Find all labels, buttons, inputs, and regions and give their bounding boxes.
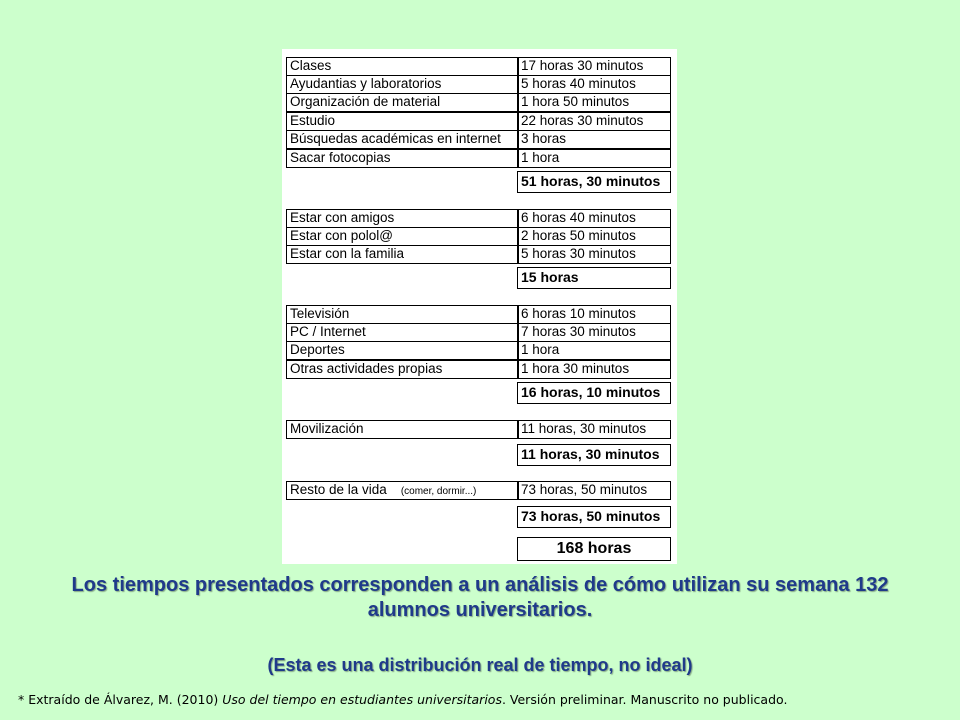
footnote xyxy=(18,692,787,707)
row-activity-note: (comer, dormir...) xyxy=(400,486,477,497)
row-activity: Deportes xyxy=(286,341,519,360)
row-time: 1 hora 30 minutos xyxy=(517,360,671,379)
row-activity: Ayudantias y laboratorios xyxy=(286,75,519,94)
footnote-suffix: . Versión preliminar. Manuscrito no publicado. xyxy=(501,692,788,707)
footnote-prefix: * Extraído de Álvarez, M. (2010) xyxy=(18,692,223,707)
row-time: 5 horas 40 minutos xyxy=(517,75,671,94)
row-activity: Estar con amigos xyxy=(286,209,519,228)
caption-sub: (Esta es una distribución real de tiempo, no ideal) xyxy=(267,655,693,675)
footnote-title: Uso del tiempo en estudiantes universitarios xyxy=(222,692,502,707)
row-time: 2 horas 50 minutos xyxy=(517,227,671,246)
row-activity: Sacar fotocopias xyxy=(286,149,519,168)
row-activity: Movilización xyxy=(286,420,519,439)
group-total: 51 horas, 30 minutos xyxy=(517,171,671,193)
time-distribution-table xyxy=(282,49,677,564)
row-activity: Búsquedas académicas en internet xyxy=(286,130,519,149)
row-activity: Organización de material xyxy=(286,93,519,112)
grand-total: 168 horas xyxy=(517,537,671,561)
row-activity: Clases xyxy=(286,57,519,76)
row-activity-label: Resto de la vida xyxy=(290,482,387,497)
row-activity: Otras actividades propias xyxy=(286,360,519,379)
row-time: 6 horas 40 minutos xyxy=(517,209,671,228)
row-time: 17 horas 30 minutos xyxy=(517,57,671,76)
row-activity: PC / Internet xyxy=(286,323,519,342)
group-total: 15 horas xyxy=(517,267,671,289)
row-time: 22 horas 30 minutos xyxy=(517,112,671,131)
row-time: 1 hora xyxy=(517,341,671,360)
caption-main: Los tiempos presentados corresponden a un análisis de cómo utilizan su semana 132 alumnos universitarios. xyxy=(71,574,889,621)
row-activity xyxy=(286,481,519,500)
row-activity: Estar con polol@ xyxy=(286,227,519,246)
group-total: 11 horas, 30 minutos xyxy=(517,444,671,466)
row-time: 73 horas, 50 minutos xyxy=(517,481,671,500)
row-time: 5 horas 30 minutos xyxy=(517,245,671,264)
group-total: 73 horas, 50 minutos xyxy=(517,506,671,528)
row-activity: Televisión xyxy=(286,305,519,324)
row-time: 7 horas 30 minutos xyxy=(517,323,671,342)
row-time: 3 horas xyxy=(517,130,671,149)
row-time: 6 horas 10 minutos xyxy=(517,305,671,324)
row-time: 1 hora xyxy=(517,149,671,168)
row-time: 1 hora 50 minutos xyxy=(517,93,671,112)
row-time: 11 horas, 30 minutos xyxy=(517,420,671,439)
group-total: 16 horas, 10 minutos xyxy=(517,382,671,404)
row-activity: Estudio xyxy=(286,112,519,131)
row-activity: Estar con la familia xyxy=(286,245,519,264)
